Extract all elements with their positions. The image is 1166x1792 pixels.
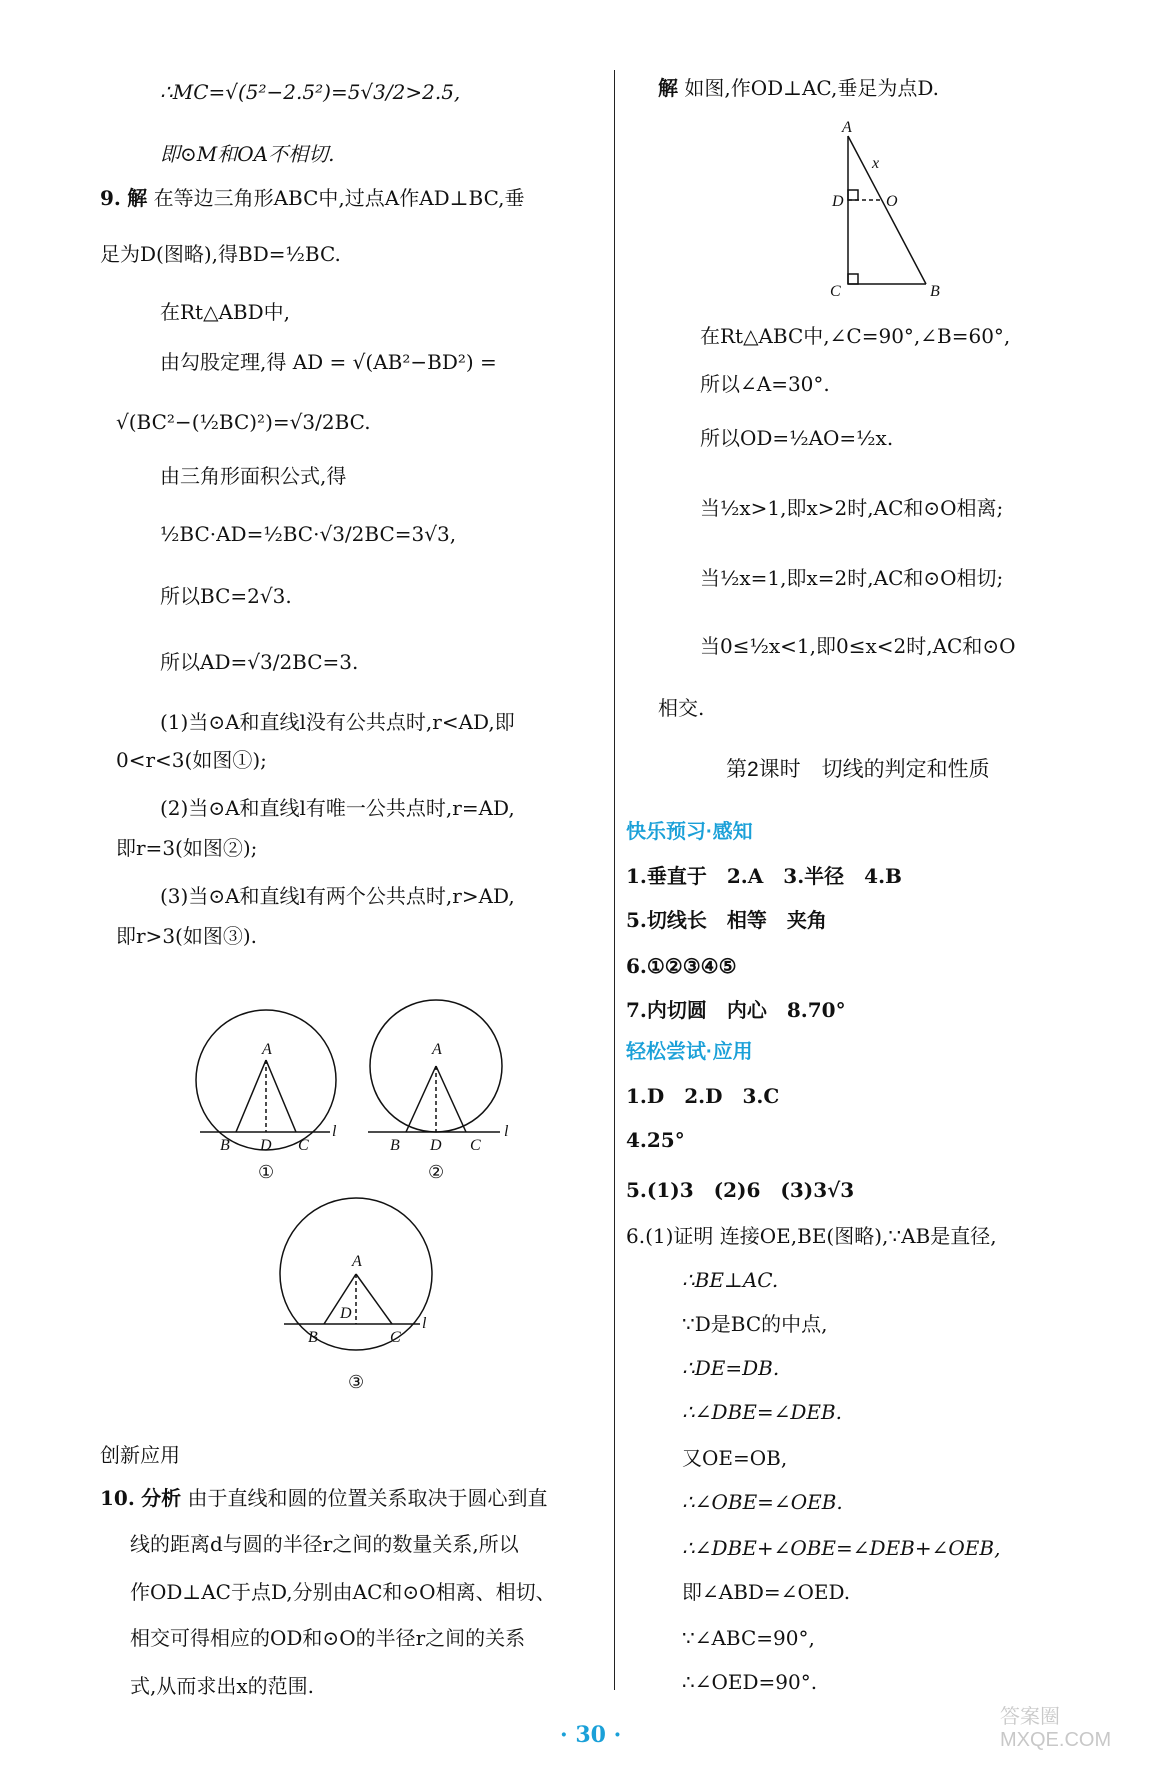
case-1-line-b: 0<r<3(如图①); — [116, 748, 267, 772]
question-10-line-3: 作OD⊥AC于点D,分别由AC和⊙O相离、相切、 — [130, 1580, 556, 1604]
proof-step-7: ∴∠DBE+∠OBE=∠DEB+∠OEB, — [682, 1536, 1001, 1560]
proof-step-2: ∵D是BC的中点, — [682, 1312, 828, 1336]
proof-step-6: ∴∠OBE=∠OEB. — [682, 1490, 843, 1514]
question-9-line-1 — [100, 184, 525, 212]
question-10-line-4: 相交可得相应的OD和⊙O的半径r之间的关系 — [130, 1626, 526, 1650]
svg-text:O: O — [886, 193, 898, 210]
question-10-line-1 — [100, 1484, 548, 1512]
solution-tag: 解 — [658, 76, 678, 100]
svg-text:A: A — [432, 1041, 442, 1058]
solution-step-4: 当½x>1,即x>2时,AC和⊙O相离; — [700, 496, 1004, 520]
triangle-figure — [820, 120, 980, 300]
figure-1-number: ① — [258, 1162, 275, 1183]
svg-text:l: l — [332, 1123, 337, 1140]
lesson-title: 第2课时 切线的判定和性质 — [726, 758, 990, 781]
svg-text:l: l — [422, 1315, 427, 1332]
svg-text:D: D — [832, 193, 844, 210]
left-line-2: 即⊙M和OA不相切. — [160, 142, 335, 166]
question-10-line-2: 线的距离d与圆的半径r之间的数量关系,所以 — [130, 1532, 519, 1556]
proof-step-10: ∴∠OED=90°. — [682, 1670, 818, 1694]
svg-text:C: C — [298, 1137, 309, 1154]
proof-step-8: 即∠ABD=∠OED. — [682, 1580, 851, 1604]
page-number: · 30 · — [560, 1722, 622, 1748]
question-9-line-5: √(BC²−(½BC)²)=√3/2BC. — [116, 410, 371, 434]
question-10-number: 10. — [100, 1486, 135, 1510]
watermark: 答案圈 MXQE.COM — [1000, 1706, 1112, 1751]
solution-step-5: 当½x=1,即x=2时,AC和⊙O相切; — [700, 566, 1004, 590]
case-2-line-b: 即r=3(如图②); — [116, 836, 258, 860]
fig1-label-a: A — [262, 1041, 272, 1058]
solution-step-7: 相交. — [658, 696, 705, 720]
answer-line-3: 6.①②③④⑤ — [626, 954, 737, 978]
proof-step-4: ∴∠DBE=∠DEB. — [682, 1400, 843, 1424]
answer-line-1: 1.垂直于 2.A 3.半径 4.B — [626, 864, 902, 888]
solution-step-3: 所以OD=½AO=½x. — [700, 426, 894, 450]
solution-step-2: 所以∠A=30°. — [700, 372, 830, 396]
figure-3-number: ③ — [348, 1372, 365, 1393]
question-10-text-1: 由于直线和圆的位置关系取决于圆心到直 — [187, 1486, 548, 1510]
solution-step-6: 当0≤½x<1,即0≤x<2时,AC和⊙O — [700, 634, 1016, 658]
answer-b-line-2: 4.25° — [626, 1128, 685, 1152]
section-title: 创新应用 — [100, 1445, 180, 1467]
svg-text:B: B — [930, 283, 940, 300]
question-10-line-5: 式,从而求出x的范围. — [130, 1674, 314, 1698]
column-divider — [614, 70, 615, 1690]
answer-b-line-1: 1.D 2.D 3.C — [626, 1084, 780, 1108]
solution-step-1: 在Rt△ABC中,∠C=90°,∠B=60°, — [700, 324, 1011, 348]
answer-b-line-4: 6.(1)证明 连接OE,BE(图略),∵AB是直径, — [626, 1224, 997, 1248]
question-9-line-8: 所以BC=2√3. — [160, 584, 292, 608]
svg-text:D: D — [430, 1137, 442, 1154]
answer-line-2: 5.切线长 相等 夹角 — [626, 908, 827, 932]
circle-figures — [190, 990, 520, 1410]
question-9-text-1: 在等边三角形ABC中,过点A作AD⊥BC,垂 — [153, 186, 525, 210]
svg-text:A: A — [352, 1253, 362, 1270]
question-10-tag: 分析 — [141, 1486, 182, 1510]
case-3-line-b: 即r>3(如图③). — [116, 924, 258, 948]
question-9-line-7: ½BC·AD=½BC·√3/2BC=3√3, — [160, 522, 457, 546]
figure-1-circle — [196, 1010, 336, 1150]
question-9-number: 9. — [100, 186, 121, 210]
svg-text:B: B — [220, 1137, 230, 1154]
proof-step-5: 又OE=OB, — [682, 1446, 788, 1470]
proof-step-1: ∴BE⊥AC. — [682, 1268, 779, 1292]
figure-2-number: ② — [428, 1162, 445, 1183]
question-9-tag: 解 — [127, 186, 148, 210]
case-3-line-a: (3)当⊙A和直线l有两个公共点时,r>AD, — [160, 884, 515, 908]
case-2-line-a: (2)当⊙A和直线l有唯一公共点时,r=AD, — [160, 796, 515, 820]
svg-text:A: A — [842, 120, 852, 136]
svg-text:l: l — [504, 1123, 509, 1140]
svg-text:x: x — [872, 155, 880, 172]
svg-text:C: C — [470, 1137, 481, 1154]
question-9-line-9: 所以AD=√3/2BC=3. — [160, 650, 359, 674]
svg-text:C: C — [830, 283, 841, 300]
svg-text:B: B — [308, 1329, 318, 1346]
case-1-line-a: (1)当⊙A和直线l没有公共点时,r<AD,即 — [160, 710, 515, 734]
svg-text:C: C — [390, 1329, 401, 1346]
proof-step-9: ∵∠ABC=90°, — [682, 1626, 815, 1650]
answer-line-4: 7.内切圆 内心 8.70° — [626, 998, 846, 1022]
subsection-preview: 快乐预习·感知 — [626, 821, 753, 843]
solution-line-1: 解 如图,作OD⊥AC,垂足为点D. — [658, 76, 940, 100]
subsection-application: 轻松尝试·应用 — [626, 1041, 753, 1063]
left-line-1: ∴MC=√(5²−2.5²)=5√3/2>2.5, — [160, 80, 461, 104]
question-9-line-2: 足为D(图略),得BD=½BC. — [100, 242, 341, 266]
question-9-line-4: 由勾股定理,得 AD = √(AB²−BD²) = — [160, 350, 497, 374]
question-9-line-3: 在Rt△ABD中, — [160, 300, 291, 324]
question-9-line-6: 由三角形面积公式,得 — [160, 464, 347, 488]
answer-b-line-3: 5.(1)3 (2)6 (3)3√3 — [626, 1178, 855, 1202]
svg-text:B: B — [390, 1137, 400, 1154]
svg-text:D: D — [340, 1305, 352, 1322]
proof-step-3: ∴DE=DB. — [682, 1356, 780, 1380]
svg-text:D: D — [260, 1137, 272, 1154]
